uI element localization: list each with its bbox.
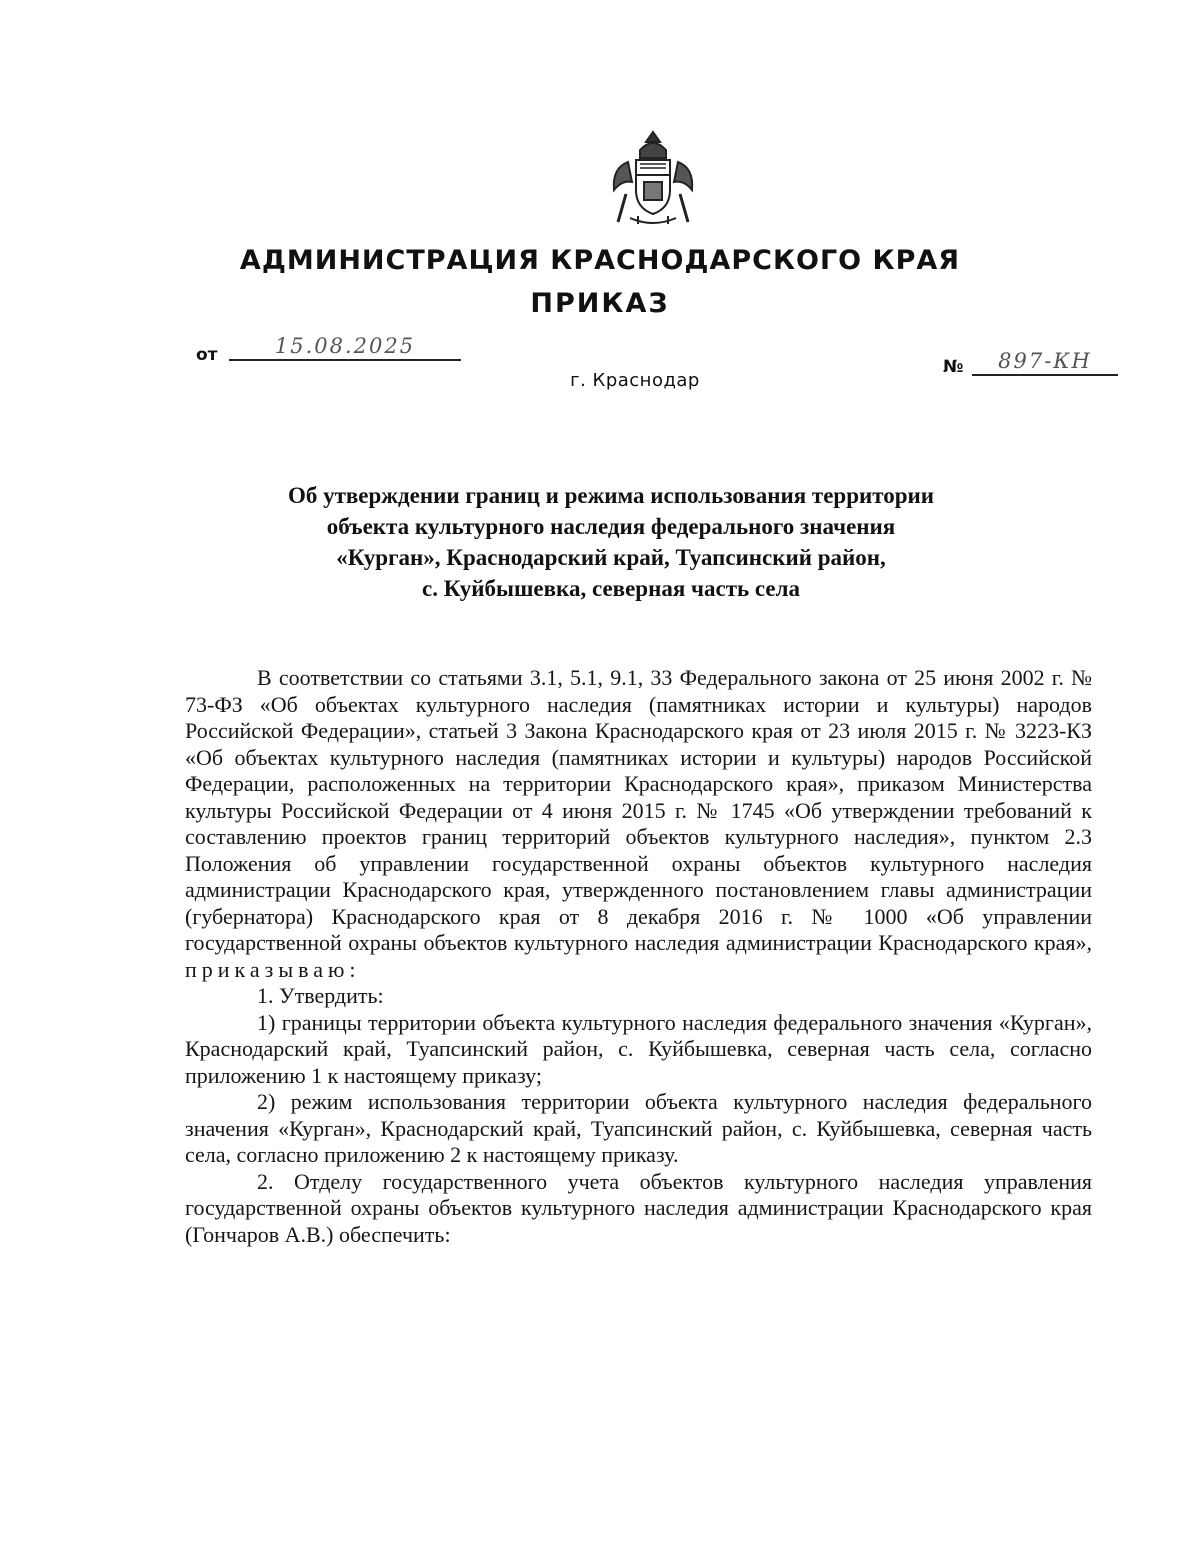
document-type: ПРИКАЗ: [530, 288, 670, 319]
coat-of-arms-icon: [608, 128, 698, 228]
preamble-paragraph: [185, 665, 1092, 983]
heading-line: «Курган», Краснодарский край, Туапсинский район,: [336, 545, 886, 570]
heading-line: с. Куйбышевка, северная часть села: [421, 576, 801, 601]
order-word: приказываю:: [185, 956, 361, 982]
number-value: 897-КН: [972, 349, 1118, 376]
order-heading: [150, 480, 1072, 604]
number-label: №: [943, 357, 964, 377]
item-1: 1. Утвердить:: [257, 983, 384, 1008]
organization-title: АДМИНИСТРАЦИЯ КРАСНОДАРСКОГО КРАЯ: [239, 245, 961, 276]
item-1-1: 1) границы территории объекта культурного наследия федерального значения «Курган», Краснодарский край, Туапсинский район, с. Куйбышевка, северная часть села, согласно приложению 1 к настоящему приказу;: [185, 1009, 1092, 1088]
heading-line: Об утверждении границ и режима использования территории: [287, 483, 935, 508]
heading-line: объекта культурного наследия федерального значения: [326, 514, 896, 539]
item-1-2: 2) режим использования территории объекта культурного наследия федерального значения «Курган», Краснодарский край, Туапсинский район, с. Куйбышевка, северная часть села, согласно приложению 2 к настоящему приказу.: [185, 1089, 1092, 1167]
item-2: 2. Отделу государственного учета объектов культурного наследия управления государственной охраны объектов культурного наследия администрации Краснодарского края (Гончаров А.В.) обеспечить:: [185, 1168, 1092, 1247]
date-label: от: [196, 345, 218, 365]
preamble-text: В соответствии со статьями 3.1, 5.1, 9.1, 33 Федерального закона от 25 июня 2002 г. № 73-ФЗ «Об объектах культурного наследия (памятниках истории и культуры) народов Российской Федерации», статьей 3 Закона Краснодарского края от 23 июля 2015 г. № 3223-КЗ «Об объектах культурного наследия (памятниках истории и культуры) народов Российской Федерации, расположенных на территории Краснодарского края», приказом Министерства культуры Российской Федерации от 4 июня 2015 г. № 1745 «Об утверждении требований к составлению проектов границ территорий объектов культурного наследия», пунктом 2.3 Положения об управлении государственной охраны объектов культурного наследия администрации Краснодарского края, утвержденного постановлением главы администрации (губернатора) Краснодарского края от 8 декабря 2016 г. № 1000 «Об управлении государственной охраны объектов культурного наследия администрации Краснодарского края»,: [185, 665, 1092, 955]
city: г. Краснодар: [570, 370, 700, 391]
order-body: [185, 665, 1092, 1248]
date-value: 15.08.2025: [229, 334, 461, 361]
